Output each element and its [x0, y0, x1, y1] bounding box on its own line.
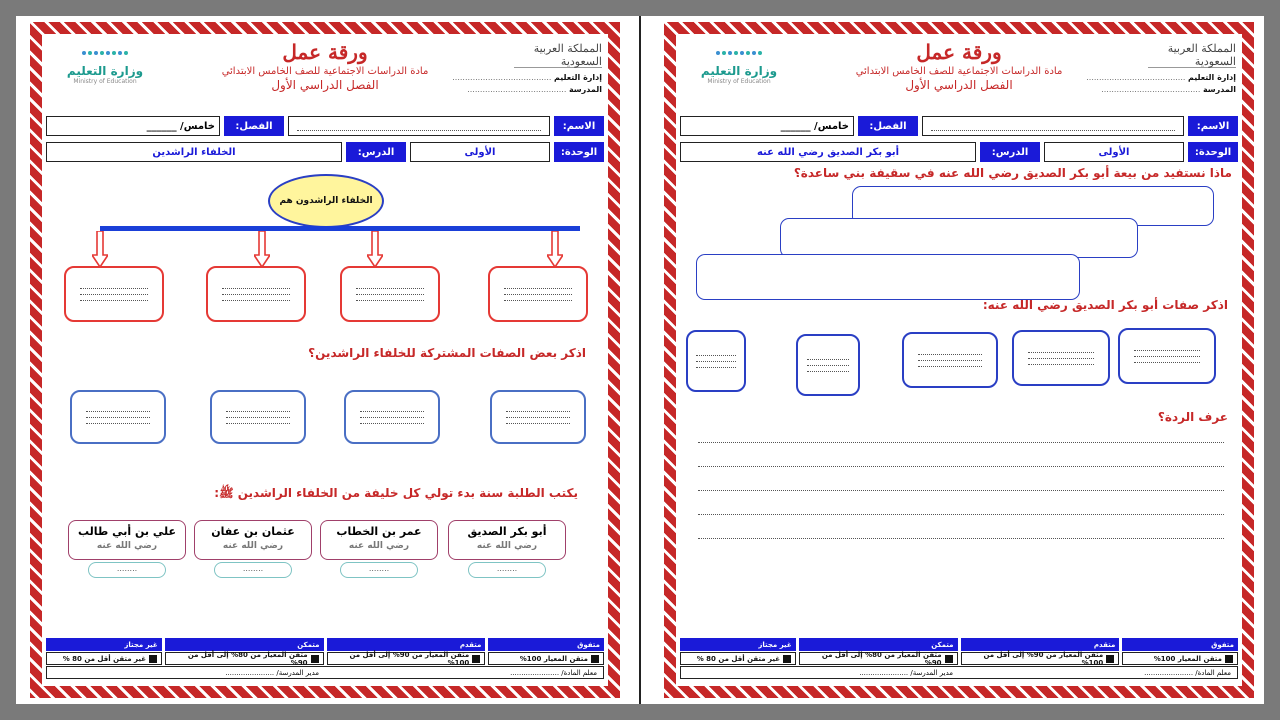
- question-riddah: عرف الردة؟: [1157, 410, 1228, 424]
- class-label: الفصل:: [858, 116, 918, 136]
- grade-checkbox[interactable]: غير متقن أقل من 80 %: [46, 652, 162, 665]
- name-field[interactable]: [288, 116, 550, 136]
- ministry-logo: وزارة التعليم Ministry of Education: [50, 42, 160, 98]
- sheet-subject: مادة الدراسات الاجتماعية للصف الخامس الابتدائي: [855, 66, 1063, 77]
- student-info-row: [680, 116, 1238, 138]
- teacher-signature: معلم المادة/ ......................: [1144, 668, 1231, 677]
- edu-admin-label: إدارة التعليم .....: [452, 72, 602, 84]
- year-input[interactable]: ........: [88, 562, 166, 578]
- caliph-answer-box[interactable]: [206, 266, 306, 322]
- grade-checkbox[interactable]: متقن المعيار من 80% إلى أقل من 90%: [165, 652, 323, 665]
- principal-signature: مدير المدرسة/ ......................: [859, 668, 953, 677]
- grade-header: متمكن: [165, 638, 324, 651]
- answer-box[interactable]: [696, 254, 1080, 300]
- grade-header: متفوق: [1122, 638, 1238, 651]
- grade-header: متمكن: [799, 638, 958, 651]
- question-abu-bakr-traits: اذكر صفات أبو بكر الصديق رضي الله عنه:: [982, 298, 1228, 312]
- year-input[interactable]: ........: [340, 562, 418, 578]
- down-arrow-icon: [547, 231, 563, 267]
- trait-answer-box[interactable]: [70, 390, 166, 444]
- lesson-value: أبو بكر الصديق رضي الله عنه: [680, 142, 976, 162]
- writing-line[interactable]: [698, 538, 1224, 539]
- unit-lesson-row: [46, 142, 604, 164]
- unit-label: الوحدة:: [1188, 142, 1238, 162]
- ministry-logo: وزارة التعليم Ministry of Education: [684, 42, 794, 98]
- ministry-dots-icon: [50, 42, 160, 64]
- school-label: المدرسة .....: [1086, 84, 1236, 96]
- name-label: الاسم:: [1188, 116, 1238, 136]
- year-input[interactable]: ........: [214, 562, 292, 578]
- down-arrow-icon: [367, 231, 383, 267]
- lesson-value: الخلفاء الراشدين: [46, 142, 342, 162]
- trait-answer-box[interactable]: [210, 390, 306, 444]
- worksheet-right: [664, 22, 1254, 698]
- sheet-subject: مادة الدراسات الاجتماعية للصف الخامس الابتدائي: [221, 66, 429, 77]
- grade-table: [46, 638, 604, 678]
- ksa-emblem-logo: المملكة العربية السعودية: [1148, 42, 1236, 68]
- trait-answer-box[interactable]: [1118, 328, 1216, 384]
- grade-header: غير مجتاز: [46, 638, 162, 651]
- grade-header: متفوق: [488, 638, 604, 651]
- caliph-answer-box[interactable]: [340, 266, 440, 322]
- question-bayah: ماذا نستفيد من بيعة أبو بكر الصديق رضي الله عنه في سقيفة بني ساعدة؟: [793, 166, 1232, 180]
- unit-value: الأولى: [1044, 142, 1184, 162]
- grade-header: متقدم: [327, 638, 486, 651]
- trait-answer-box[interactable]: [490, 390, 586, 444]
- grade-checkbox[interactable]: متقن المعيار 100%: [1122, 652, 1238, 665]
- concept-map-ellipse: الخلفاء الراشدون هم: [268, 174, 384, 228]
- writing-line[interactable]: [698, 514, 1224, 515]
- ksa-emblem-logo: المملكة العربية السعودية: [514, 42, 602, 68]
- trait-answer-box[interactable]: [902, 332, 998, 388]
- class-field[interactable]: خامس/ ______: [680, 116, 854, 136]
- concept-map-connector: [100, 226, 580, 231]
- sheet-header: [676, 40, 1242, 108]
- worksheet-canvas: [16, 16, 1264, 704]
- caliph-answer-box[interactable]: [488, 266, 588, 322]
- worksheet-left: [30, 22, 620, 698]
- trait-answer-box[interactable]: [1012, 330, 1110, 386]
- grade-checkbox[interactable]: متقن المعيار من 90% إلى أقل من 100%: [961, 652, 1119, 665]
- writing-line[interactable]: [698, 442, 1224, 443]
- answer-box[interactable]: [780, 218, 1138, 258]
- down-arrow-icon: [254, 231, 270, 267]
- school-label: المدرسة .....: [452, 84, 602, 96]
- down-arrow-icon: [92, 231, 108, 267]
- ministry-dots-icon: [684, 42, 794, 64]
- sheet-term: الفصل الدراسي الأول: [271, 78, 379, 92]
- grade-checkbox[interactable]: متقن المعيار من 80% إلى أقل من 90%: [799, 652, 957, 665]
- grade-checkbox[interactable]: غير متقن أقل من 80 %: [680, 652, 796, 665]
- sheet-header: [42, 40, 608, 108]
- grade-checkbox[interactable]: متقن المعيار 100%: [488, 652, 604, 665]
- sheet-term: الفصل الدراسي الأول: [905, 78, 1013, 92]
- grade-checkbox[interactable]: متقن المعيار من 90% إلى أقل من 100%: [327, 652, 485, 665]
- trait-answer-box[interactable]: [796, 334, 860, 396]
- class-field[interactable]: خامس/ ______: [46, 116, 220, 136]
- unit-label: الوحدة:: [554, 142, 604, 162]
- trait-answer-box[interactable]: [686, 330, 746, 392]
- trait-answer-box[interactable]: [344, 390, 440, 444]
- grade-header: غير مجتاز: [680, 638, 796, 651]
- sheet-title: ورقة عمل: [282, 40, 368, 64]
- page-divider: [639, 16, 641, 704]
- class-label: الفصل:: [224, 116, 284, 136]
- name-label: الاسم:: [554, 116, 604, 136]
- caliph-card-uthman: عثمان بن عفان رضي الله عنه: [194, 520, 312, 560]
- caliph-card-ali: علي بن أبي طالب رضي الله عنه: [68, 520, 186, 560]
- name-field[interactable]: [922, 116, 1184, 136]
- year-input[interactable]: ........: [468, 562, 546, 578]
- grade-table: [680, 638, 1238, 678]
- edu-admin-label: إدارة التعليم .....: [1086, 72, 1236, 84]
- caliph-card-abu-bakr: أبو بكر الصديق رضي الله عنه: [448, 520, 566, 560]
- student-info-row: [46, 116, 604, 138]
- question-caliph-years: يكتب الطلبة سنة بدء تولي كل خليفة من الخلفاء الراشدين ﷺ:: [214, 486, 578, 500]
- sheet-title: ورقة عمل: [916, 40, 1002, 64]
- unit-value: الأولى: [410, 142, 550, 162]
- lesson-label: الدرس:: [346, 142, 406, 162]
- question-common-traits: اذكر بعض الصفات المشتركة للخلفاء الراشدين؟: [308, 346, 586, 360]
- teacher-signature: معلم المادة/ ......................: [510, 668, 597, 677]
- grade-header: متقدم: [961, 638, 1120, 651]
- unit-lesson-row: [680, 142, 1238, 164]
- caliph-card-umar: عمر بن الخطاب رضي الله عنه: [320, 520, 438, 560]
- caliph-answer-box[interactable]: [64, 266, 164, 322]
- writing-line[interactable]: [698, 466, 1224, 467]
- writing-line[interactable]: [698, 490, 1224, 491]
- lesson-label: الدرس:: [980, 142, 1040, 162]
- principal-signature: مدير المدرسة/ ......................: [225, 668, 319, 677]
